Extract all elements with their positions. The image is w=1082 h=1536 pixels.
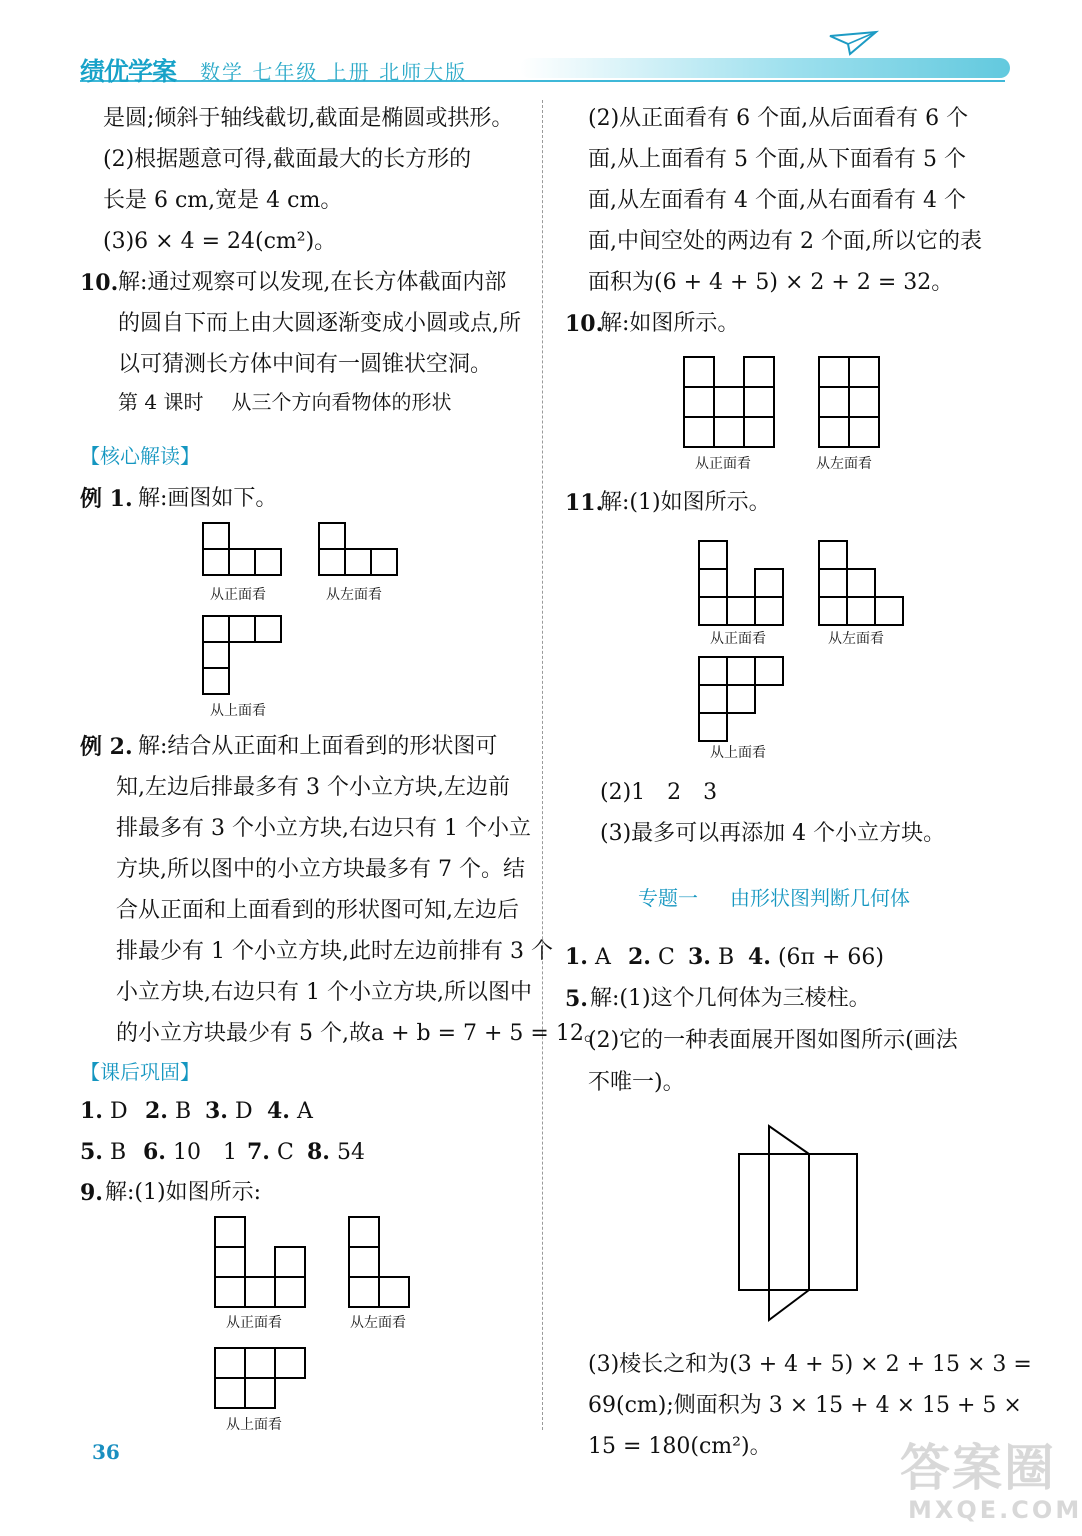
- text-line: 面积为(6 + 4 + 5) × 2 + 2 = 32。: [588, 270, 954, 295]
- answer-item: 8. 54: [307, 1139, 365, 1165]
- grid-front-view: [214, 1216, 308, 1308]
- answer-item: 6. 10 1: [143, 1139, 237, 1165]
- watermark: [900, 1440, 1082, 1524]
- column-divider: [542, 100, 543, 1430]
- prism-net-figure: [735, 1122, 859, 1324]
- text-line: 69(cm);侧面积为 3 × 15 + 4 × 15 + 5 ×: [588, 1393, 1022, 1418]
- answer-item: 2. C: [628, 944, 675, 970]
- text-line: 不唯一)。: [588, 1070, 685, 1095]
- caption-front: 从正面看: [226, 1315, 282, 1331]
- text-line: 小立方块,右边只有 1 个小立方块,所以图中: [116, 980, 532, 1005]
- answer-item: 3. B: [688, 944, 735, 970]
- grid-front-view: [698, 540, 786, 626]
- grid-front-view: [683, 356, 777, 448]
- question-number: 9.: [80, 1180, 103, 1206]
- grid-top-view: [698, 656, 786, 742]
- caption-left: 从左面看: [350, 1315, 406, 1331]
- answer-item: 1. D: [80, 1098, 128, 1124]
- grid-top-view: [202, 615, 284, 697]
- grid-left-view: [818, 540, 906, 626]
- text-line: (3)6 × 4 = 24(cm²)。: [103, 229, 337, 254]
- caption-front: 从正面看: [210, 587, 266, 603]
- text-line: 解:画图如下。: [138, 486, 278, 511]
- topic-title: 由形状图判断几何体: [730, 886, 910, 910]
- section-core: 【核心解读】: [80, 444, 200, 468]
- lesson-title: 从三个方向看物体的形状: [231, 390, 452, 414]
- example-number: 例 1.: [80, 486, 133, 512]
- lesson-heading: [118, 386, 451, 415]
- answer-item: 4. (6π + 66): [748, 944, 885, 970]
- answer-item: 1. A: [565, 944, 611, 970]
- watermark-site: MXQE.COM: [908, 1496, 1082, 1524]
- grid-left-view: [818, 356, 882, 448]
- answer-item: 2. B: [145, 1098, 192, 1124]
- watermark-logo: 答案圈: [900, 1439, 1056, 1497]
- caption-front: 从正面看: [710, 631, 766, 647]
- text-line: 解:通过观察可以发现,在长方体截面内部: [118, 270, 507, 295]
- brand-title: 绩优学案: [80, 57, 177, 86]
- text-line: 面,从上面看有 5 个面,从下面看有 5 个: [588, 147, 966, 172]
- text-line: 解:(1)如图所示:: [105, 1180, 261, 1205]
- text-line: 知,左边后排最多有 3 个小立方块,左边前: [116, 775, 510, 800]
- page-number: 36: [92, 1440, 120, 1464]
- question-number: 5.: [565, 986, 588, 1012]
- caption-left: 从左面看: [816, 456, 872, 472]
- caption-left: 从左面看: [326, 587, 382, 603]
- caption-top: 从上面看: [210, 703, 266, 719]
- section-after-class: 【课后巩固】: [80, 1060, 200, 1084]
- text-line: 15 = 180(cm²)。: [588, 1434, 772, 1459]
- text-line: 的圆自下而上由大圆逐渐变成小圆或点,所: [118, 311, 521, 336]
- text-line: (3)棱长之和为(3 + 4 + 5) × 2 + 15 × 3 =: [588, 1352, 1032, 1377]
- grid-front-view: [202, 522, 284, 578]
- topic-number: 专题一: [638, 886, 698, 910]
- text-line: 以可猜测长方体中间有一圆锥状空洞。: [118, 352, 493, 377]
- text-line: (2)从正面看有 6 个面,从后面看有 6 个: [588, 106, 969, 131]
- paper-plane-icon: [828, 28, 878, 58]
- text-line: 的小立方块最少有 5 个,故a + b = 7 + 5 = 12。: [116, 1021, 606, 1046]
- question-number: 10.: [80, 270, 119, 296]
- text-line: 长是 6 cm,宽是 4 cm。: [103, 188, 343, 213]
- question-number: 11.: [565, 490, 604, 516]
- answer-item: 5. B: [80, 1139, 127, 1165]
- caption-left: 从左面看: [828, 631, 884, 647]
- text-line: 解:(1)如图所示。: [600, 490, 771, 515]
- text-line: (3)最多可以再添加 4 个小立方块。: [600, 821, 946, 846]
- grid-top-view: [214, 1347, 308, 1409]
- text-line: 合从正面和上面看到的形状图可知,左边后: [116, 898, 519, 923]
- caption-top: 从上面看: [710, 745, 766, 761]
- text-line: 排最少有 1 个小立方块,此时左边前排有 3 个: [116, 939, 553, 964]
- answer-item: 3. D: [205, 1098, 253, 1124]
- text-line: 面,从左面看有 4 个面,从右面看有 4 个: [588, 188, 966, 213]
- text-line: 面,中间空处的两边有 2 个面,所以它的表: [588, 229, 982, 254]
- page-header: [0, 0, 1059, 88]
- text-line: 解:结合从正面和上面看到的形状图可: [138, 734, 498, 759]
- text-line: (2)根据题意可得,截面最大的长方形的: [103, 147, 472, 172]
- text-line: 解:(1)这个几何体为三棱柱。: [590, 986, 871, 1011]
- text-line: 方块,所以图中的小立方块最多有 7 个。结: [116, 857, 525, 882]
- example-number: 例 2.: [80, 734, 133, 760]
- topic-heading: [638, 882, 910, 911]
- answer-item: 4. A: [267, 1098, 313, 1124]
- lesson-number: 第 4 课时: [118, 390, 204, 414]
- caption-top: 从上面看: [226, 1417, 282, 1433]
- text-line: (2)它的一种表面展开图如图所示(画法: [588, 1028, 958, 1053]
- question-number: 10.: [565, 311, 604, 337]
- caption-front: 从正面看: [695, 456, 751, 472]
- answer-item: 7. C: [247, 1139, 294, 1165]
- text-line: 解:如图所示。: [600, 311, 740, 336]
- text-line: (2)1 2 3: [600, 780, 718, 805]
- header-band: [520, 58, 1010, 78]
- grid-left-view: [318, 522, 400, 578]
- text-line: 是圆;倾斜于轴线截切,截面是椭圆或拱形。: [103, 106, 514, 131]
- book-subtitle: 数学 七年级 上册 北师大版: [200, 60, 468, 84]
- grid-left-view: [348, 1216, 412, 1308]
- text-line: 排最多有 3 个小立方块,右边只有 1 个小立: [116, 816, 531, 841]
